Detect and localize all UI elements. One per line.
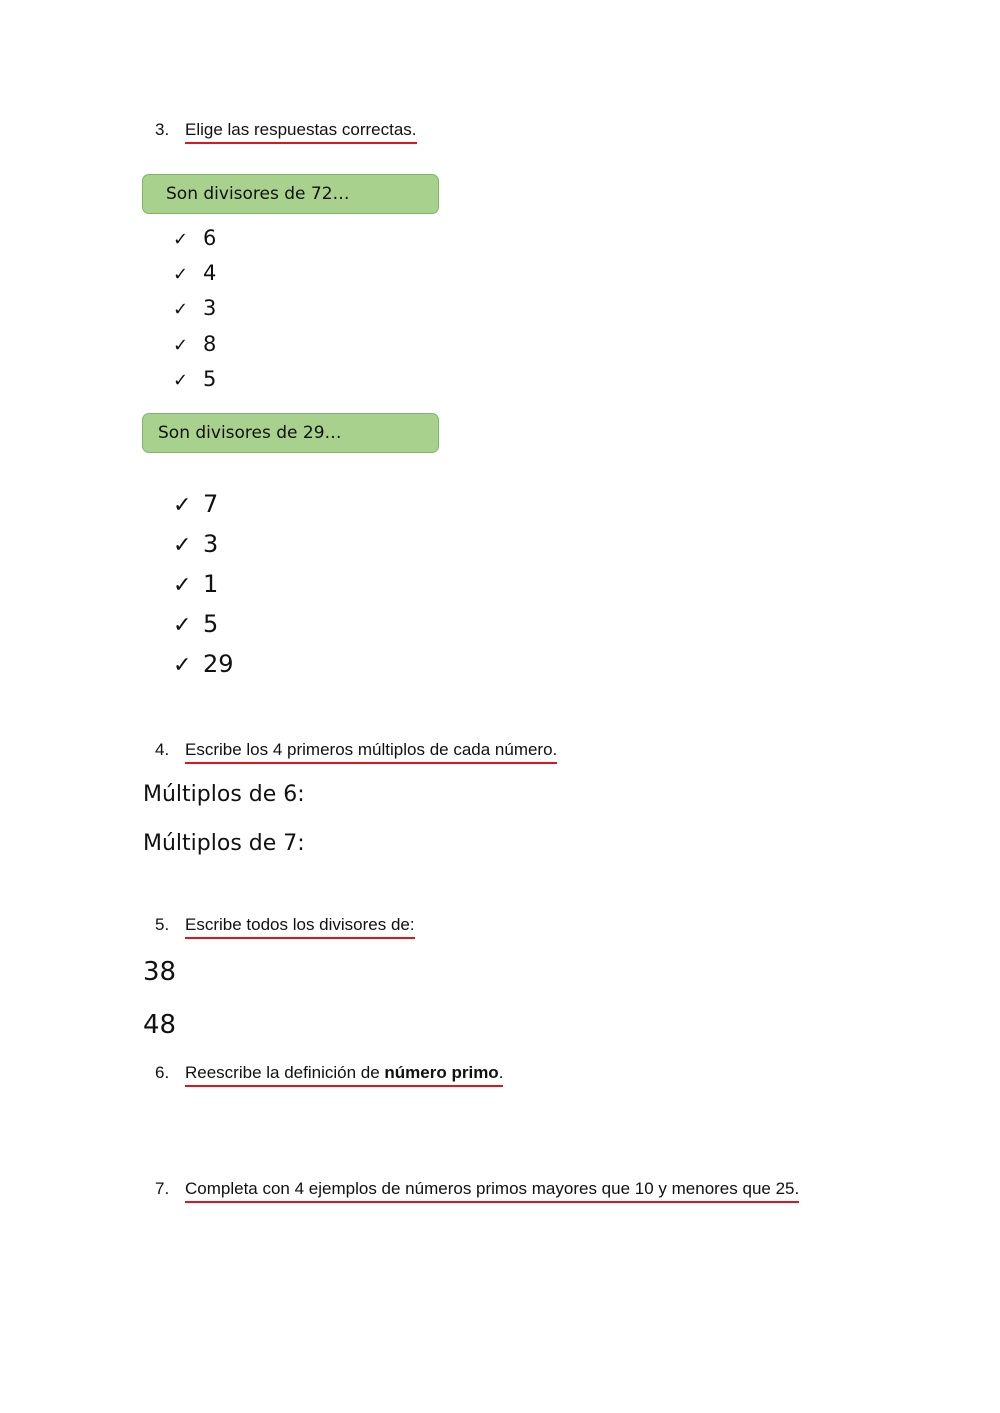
question-number: 3. bbox=[155, 120, 170, 139]
checkmark-icon: ✓ bbox=[173, 653, 192, 678]
question-4 bbox=[155, 740, 557, 761]
checkmark-icon: ✓ bbox=[173, 335, 189, 356]
divisors-number-38: 38 bbox=[143, 957, 177, 987]
question-number: 7. bbox=[155, 1179, 170, 1198]
multiples-of-7-label: Múltiplos de 7: bbox=[143, 831, 305, 856]
option-item[interactable] bbox=[173, 296, 216, 320]
question-5 bbox=[155, 915, 415, 936]
group-header-29: Son divisores de 29… bbox=[142, 413, 439, 453]
option-value: 1 bbox=[203, 570, 219, 598]
question-text: Escribe los 4 primeros múltiplos de cada número. bbox=[185, 740, 558, 759]
option-item[interactable] bbox=[173, 570, 218, 598]
question-text bbox=[185, 1063, 503, 1084]
option-item[interactable] bbox=[173, 261, 216, 285]
option-value: 6 bbox=[203, 226, 217, 250]
checkmark-icon: ✓ bbox=[173, 299, 189, 320]
option-value: 8 bbox=[203, 332, 217, 356]
option-item[interactable] bbox=[173, 226, 216, 250]
option-value: 7 bbox=[203, 490, 219, 518]
checkmark-icon: ✓ bbox=[173, 264, 189, 285]
question-7 bbox=[155, 1179, 799, 1200]
checkmark-icon: ✓ bbox=[173, 493, 192, 518]
question-number: 4. bbox=[155, 740, 170, 759]
question-6 bbox=[155, 1063, 503, 1084]
multiples-of-6-label: Múltiplos de 6: bbox=[143, 782, 305, 807]
group-header-72: Son divisores de 72… bbox=[142, 174, 439, 214]
option-item[interactable] bbox=[173, 490, 218, 518]
option-value: 5 bbox=[203, 367, 217, 391]
option-value: 29 bbox=[203, 650, 234, 678]
divisors-number-48: 48 bbox=[143, 1010, 177, 1040]
option-value: 3 bbox=[203, 530, 219, 558]
option-value: 3 bbox=[203, 296, 217, 320]
option-value: 4 bbox=[203, 261, 217, 285]
question-text-bold: número primo bbox=[384, 1063, 499, 1082]
question-text-part: . bbox=[498, 1063, 504, 1082]
checkmark-icon: ✓ bbox=[173, 370, 189, 391]
option-item[interactable] bbox=[173, 610, 218, 638]
question-text: Escribe todos los divisores de: bbox=[185, 915, 415, 934]
checkmark-icon: ✓ bbox=[173, 533, 192, 558]
option-item[interactable] bbox=[173, 530, 218, 558]
question-text: Completa con 4 ejemplos de números primos mayores que 10 y menores que 25. bbox=[185, 1179, 800, 1198]
option-item[interactable] bbox=[173, 650, 234, 678]
option-value: 5 bbox=[203, 610, 219, 638]
question-text: Elige las respuestas correctas. bbox=[185, 120, 417, 139]
option-item[interactable] bbox=[173, 367, 216, 391]
question-text-part: Reescribe la definición de bbox=[185, 1063, 385, 1082]
question-number: 6. bbox=[155, 1063, 170, 1082]
checkmark-icon: ✓ bbox=[173, 613, 192, 638]
question-3 bbox=[155, 120, 417, 141]
checkmark-icon: ✓ bbox=[173, 229, 189, 250]
option-item[interactable] bbox=[173, 332, 216, 356]
checkmark-icon: ✓ bbox=[173, 573, 192, 598]
question-number: 5. bbox=[155, 915, 170, 934]
